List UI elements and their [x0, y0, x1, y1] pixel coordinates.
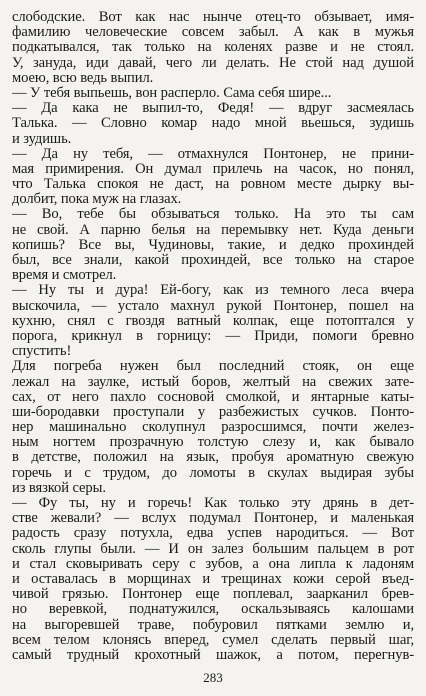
- text-line: выскочила, — устало махнул рукой Понтонер, пошел на: [12, 298, 414, 314]
- text-line: в детстве, положил на язык, пробуя ароматную свежую: [12, 450, 414, 466]
- text-line: порога, крикнул в горницу: — Приди, помоги бревно: [12, 328, 414, 344]
- text-line: слободские. Вот как нас нынче отец-то обзывает, имя-: [12, 10, 414, 25]
- text-line: Талька. — Словно комар надо мной вьешься, зудишь: [12, 116, 414, 132]
- text-line: фамилию человеческие совсем забыл. А как в мужья: [12, 25, 414, 41]
- text-line: всем телом клонясь вперед, сумел сделать первый шаг,: [12, 632, 414, 648]
- text-line: — Да ну тебя, — отмахнулся Понтонер, не прини-: [12, 146, 414, 162]
- text-line: и стал сковыривать серу с зубов, а она липла к ладоням: [12, 556, 414, 572]
- text-line: из вязкой серы.: [12, 480, 106, 496]
- text-line: и зудишь.: [12, 131, 72, 147]
- text-line: чивой грязью. Понтонер еще поплевал, заарканил брев-: [12, 587, 414, 603]
- text-line: — Во, тебе бы обзываться только. На это ты сам: [12, 207, 414, 223]
- text-line: кухню, снял с гвоздя ватный колпак, еще потоптался у: [12, 313, 414, 329]
- page-body: [12, 10, 414, 663]
- text-line: нер машинально сколупнул разросшимся, почти желез-: [12, 420, 414, 436]
- text-line: что Талька спокоя не даст, на ровном месте дырку вы-: [12, 177, 414, 193]
- text-line: сколь глупы были. — И он залез большим пальцем в рот: [12, 541, 414, 557]
- text-line: лежал на заулке, истый боров, желтый на свежих затe-: [12, 374, 414, 390]
- page-number: 283: [203, 670, 223, 685]
- text-line: самый трудный крохотный шажок, а потом, перегнув-: [12, 647, 414, 663]
- text-line: горечь и с трудом, до ломоты в скулах выдирая зубы: [12, 465, 414, 481]
- text-line: — У тебя выпьешь, вон расперло. Сама себя шире...: [12, 85, 332, 101]
- text-line: но веревкой, поднатужился, оскальзываясь калошами: [12, 602, 414, 618]
- text-line: время и смотрел.: [12, 268, 117, 284]
- text-line: — Ну ты и дура! Ей-богу, как из темного леса вчера: [12, 283, 414, 299]
- text-line: спустить!: [12, 344, 72, 360]
- text-line: — Фу ты, ну и горечь! Как только эту дрянь в дет-: [12, 496, 414, 511]
- text-line: копишь? Все вы, Чудиновы, такие, и дедко прохиндей: [12, 237, 414, 253]
- text-line: и оставалась в морщинах и трещинах кожи серой въед-: [12, 571, 414, 587]
- text-line: сах, от него пахло сосновой смолкой, и янтарные каты-: [12, 389, 414, 405]
- text-line: подкатывался, так только на коленях разве и не стоял.: [12, 40, 414, 56]
- text-line: Для погреба нужен был последний стояк, он еще: [12, 359, 414, 375]
- text-line: долбит, пока муж на глазах.: [12, 192, 182, 208]
- text-line: ши-бородавки проступали у разбежистых сучков. Понто-: [12, 404, 414, 420]
- text-line: — Да кака не выпил-то, Федя! — вдруг засмеялась: [12, 101, 414, 117]
- text-line: на выгоревшей траве, побуровил пятками землю и,: [12, 617, 414, 633]
- text-line: мая примирения. Он думал прилечь на часок, но понял,: [12, 161, 414, 177]
- text-line: У, зануда, иди давай, чего ли делать. Не стой над душой: [12, 55, 414, 71]
- text-line: радость сразу потухла, едва успев народиться. — Вот: [12, 526, 414, 542]
- text-line: не свой. А парню белья на перемывку нет. Куда деньги: [12, 222, 414, 238]
- text-line: ным ногтем прозрачную толстую слезу и, как бывало: [12, 435, 414, 451]
- text-line: был, все знали, какой прохиндей, все только на старое: [12, 253, 414, 268]
- text-line: моею, всю ведь выпил.: [12, 70, 154, 86]
- text-line: стве жевали? — вслух подумал Понтонер, и маленькая: [12, 511, 414, 527]
